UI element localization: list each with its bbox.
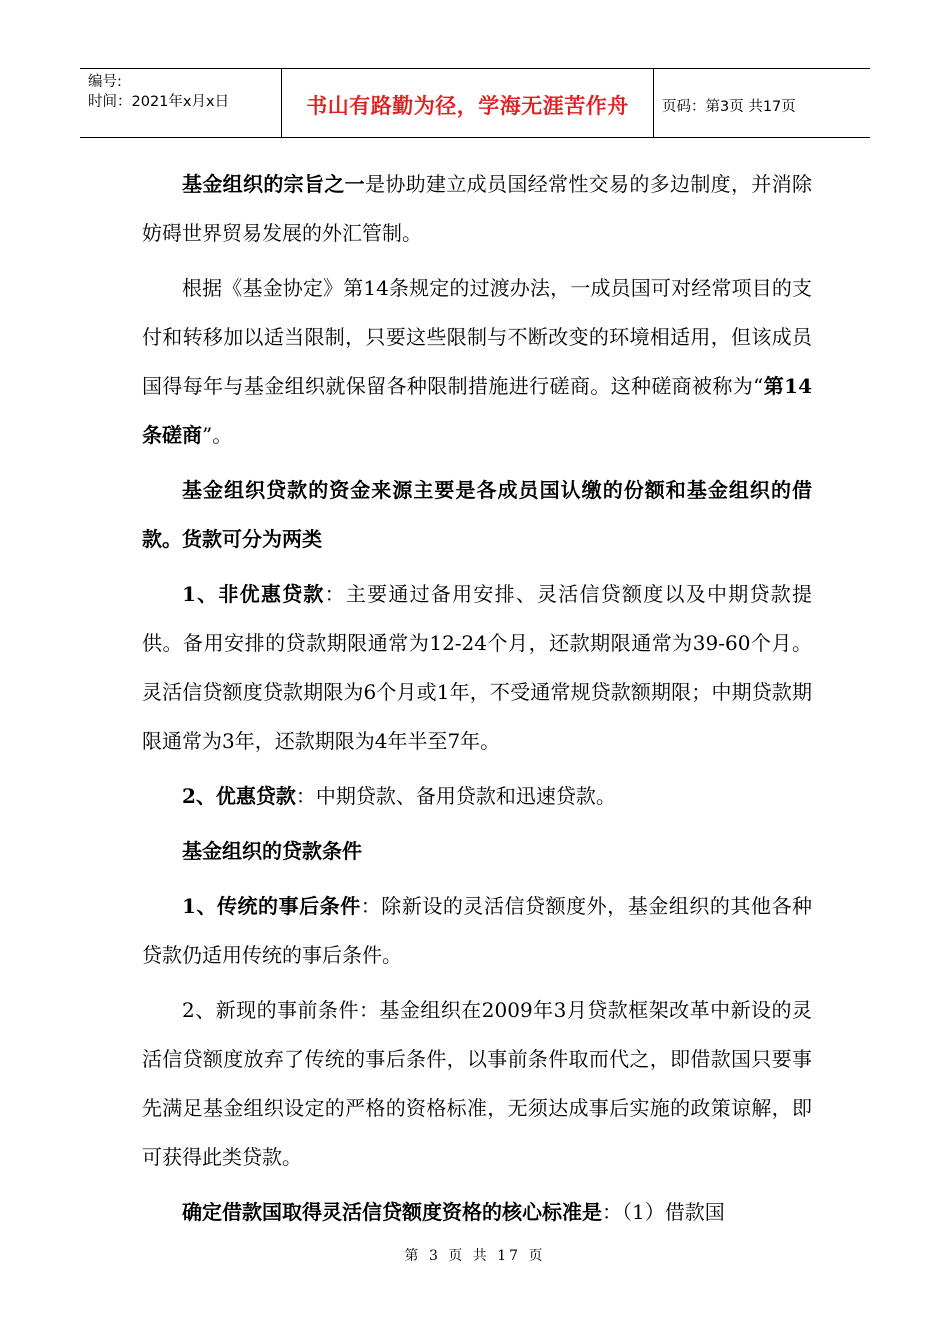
serial-label: 编号: <box>88 74 122 90</box>
paragraph-text: ：中期贷款、备用贷款和迅速贷款。 <box>295 784 616 808</box>
paragraph-text: 根据《基金协定》第14条规定的过渡办法，一成员国可对经常项目的支付和转移加以适当限制，只要这些限制与不断改变的环境相适用，但该成员国得每年与基金组织就保留各种限制措施进行磋商。这种磋商被称为“ <box>142 276 812 398</box>
paragraph <box>142 160 812 258</box>
header-motto: 书山有路勤为径，学海无涯苦作舟 <box>282 69 654 137</box>
paragraph-text: ：主要通过备用安排、灵活信贷额度以及中期贷款提供。备用安排的贷款期限通常为12-24个月，还款期限通常为39-60个月。灵活信贷额度贷款期限为6个月或1年，不受通常规贷款额期限；中期贷款期限通常为3年，还款期限为4年半至7年。 <box>142 582 812 753</box>
paragraph <box>142 827 812 876</box>
paragraph <box>142 882 812 980</box>
paragraph-bold: 确定借款国取得灵活信贷额度资格的核心标准是 <box>182 1200 602 1224</box>
paragraph-text: 是协助建立成员国经常性交易的多边制度，并消除妨碍世界贸易发展的外汇管制。 <box>142 172 812 245</box>
paragraph <box>142 986 812 1182</box>
paragraph-bold: 基金组织贷款的资金来源主要是各成员国认缴的份额和基金组织的借款。货款可分为两类 <box>142 478 812 551</box>
page-header <box>80 68 870 138</box>
paragraph-bold: 1、传统的事后条件 <box>182 894 361 918</box>
page-footer: 第 3 页 共 17 页 <box>404 1248 546 1264</box>
paragraph-tail-bold: 第14条磋商 <box>142 374 812 447</box>
paragraph-tail: ”。 <box>202 423 233 447</box>
paragraph-bold: 基金组织的宗旨之一 <box>182 172 365 196</box>
paragraph-bold: 基金组织的贷款条件 <box>182 839 362 863</box>
paragraph <box>142 466 812 564</box>
paragraph <box>142 264 812 460</box>
paragraph <box>142 772 812 821</box>
paragraph-text: ：除新设的灵活信贷额度外，基金组织的其他各种贷款仍适用传统的事后条件。 <box>142 894 813 967</box>
paragraph <box>142 1188 812 1237</box>
paragraph-text: ：（1）借款国 <box>602 1200 725 1224</box>
header-meta <box>80 69 282 137</box>
paragraph-bold: 2、优惠贷款 <box>182 784 296 808</box>
paragraph-bold: 1、非优惠贷款 <box>182 582 325 606</box>
paragraph-text: 2、新现的事前条件：基金组织在2009年3月贷款框架改革中新设的灵活信贷额度放弃了传统的事后条件，以事前条件取而代之，即借款国只要事先满足基金组织设定的严格的资格标准，无须达成事后实施的政策谅解，即可获得此类贷款。 <box>142 998 812 1169</box>
header-page-info: 页码：第3页 共17页 <box>662 98 796 115</box>
document-body <box>142 160 812 1243</box>
paragraph <box>142 570 812 766</box>
date-line: 时间：2021年x月x日 <box>88 94 230 110</box>
